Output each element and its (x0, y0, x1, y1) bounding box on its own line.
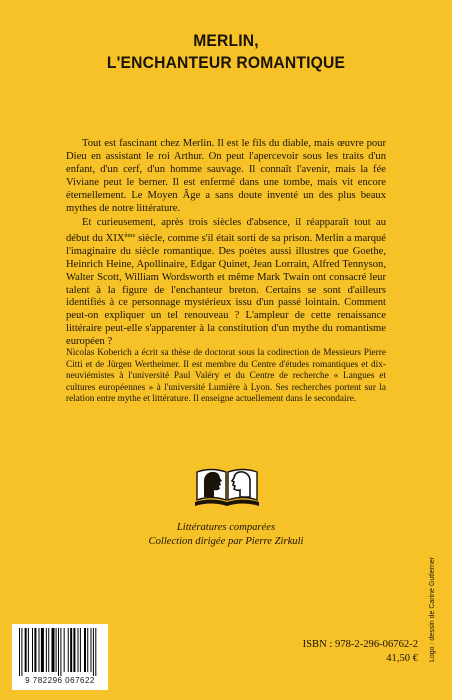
barcode-bar (52, 628, 55, 672)
barcode-bar (39, 628, 40, 672)
author-bio-text: Nicolas Koberich a écrit sa thèse de doctorat sous la codirection de Messieurs Pierre Citti et de Jürgen Wertheimer. Il est membre du Centre d'études romantiques et dix-neuviémistes à l'université Paul Valéry et du Centre de recherche « Langues et cultures européennes » à l'université Lumière à Lyon. Ses recherches portent sur la relation entre mythe et littérature. Il enseigne actuellement dans le secondaire. (66, 348, 386, 405)
collection-info (0, 521, 452, 549)
barcode-bar (32, 628, 33, 672)
summary-paragraph-2 (66, 217, 386, 349)
ean-barcode-icon (12, 624, 108, 690)
title-line-1: MERLIN, (193, 31, 259, 50)
price: 41,50 € (386, 653, 418, 664)
barcode-bar (41, 628, 44, 672)
summary-text-2 (66, 217, 386, 349)
collection-name: Littératures comparées (176, 522, 276, 533)
logo-credit-text: Logo : dessin de Carine Gutlerner (429, 556, 436, 662)
title-line-2: L'ENCHANTEUR ROMANTIQUE (106, 53, 346, 72)
barcode-bar (95, 628, 96, 676)
barcode-bar (48, 628, 49, 672)
logo-credit (429, 502, 439, 662)
summary-text-2b: siècle, comme s'il était sorti de sa prison. Merlin a marqué l'imaginaire du siècle romantique. Des poètes aussi illustres que Goethe, Heinrich Heine, Apollinaire, Edgar Quinet, Jean Lorrain, Alfred Tennyson, Walter Scott, William Wordsworth et même Mark Twain ont consacré leur talent à la figure de l'enchanteur breton. Certains se sont d'ailleurs identifiés à ce personnage mystérieux issu d'un passé lointain. Comment peut-on expliquer un tel renouveau ? L'ampleur de cette renaissance littéraire peut-elle s'apparenter à la constitution d'un mythe du romantisme européen ? (66, 232, 386, 348)
barcode-bar (19, 628, 20, 676)
barcode-bar (84, 628, 86, 672)
summary-text-1: Tout est fascinant chez Merlin. Il est le fils du diable, mais œuvre pour Dieu en assistant le roi Arthur. On peut l'apercevoir sous les traits d'un enfant, d'un cerf, d'un homme sauvage. Il connaît l'avenir, mais la fée Viviane peut le berner. Il est enfermé dans une tombe, mais vit encore éternellement. Le Moyen Âge a sans doute inventé un des plus beaux mythes de notre littérature. (66, 138, 386, 214)
barcode-digits: 9 782296 067622 (25, 676, 95, 685)
barcode-bar (34, 628, 36, 672)
two-faces-book-logo-icon (189, 464, 265, 510)
barcode-bar (91, 628, 92, 672)
summary-text-2a: Et curieusement, après trois siècles d'absence, il réapparaît tout au début du XIX (66, 217, 386, 244)
barcode-bar (60, 628, 61, 676)
barcode-bar (73, 628, 75, 672)
barcode-bar (46, 628, 47, 672)
summary-paragraph-1 (66, 138, 386, 215)
collection-director: Collection dirigée par Pierre Zirkuli (148, 536, 304, 547)
barcode-bar (58, 628, 59, 676)
barcode-bar (70, 628, 72, 672)
barcode-bar (64, 628, 65, 672)
barcode-bar (78, 628, 79, 672)
barcode-bar (93, 628, 94, 676)
barcode-bar (80, 628, 81, 672)
isbn-number: ISBN : 978-2-296-06762-2 (302, 639, 418, 650)
barcode-bar (28, 628, 29, 672)
barcode-bar (21, 628, 22, 676)
author-bio (66, 348, 386, 406)
barcode-bar (56, 628, 57, 672)
isbn-price-block (303, 638, 418, 666)
book-title (18, 30, 434, 74)
barcode-bar (25, 628, 27, 672)
barcode-bar (87, 628, 88, 672)
century-superscript: ème (124, 231, 136, 239)
barcode-bar (68, 628, 69, 672)
